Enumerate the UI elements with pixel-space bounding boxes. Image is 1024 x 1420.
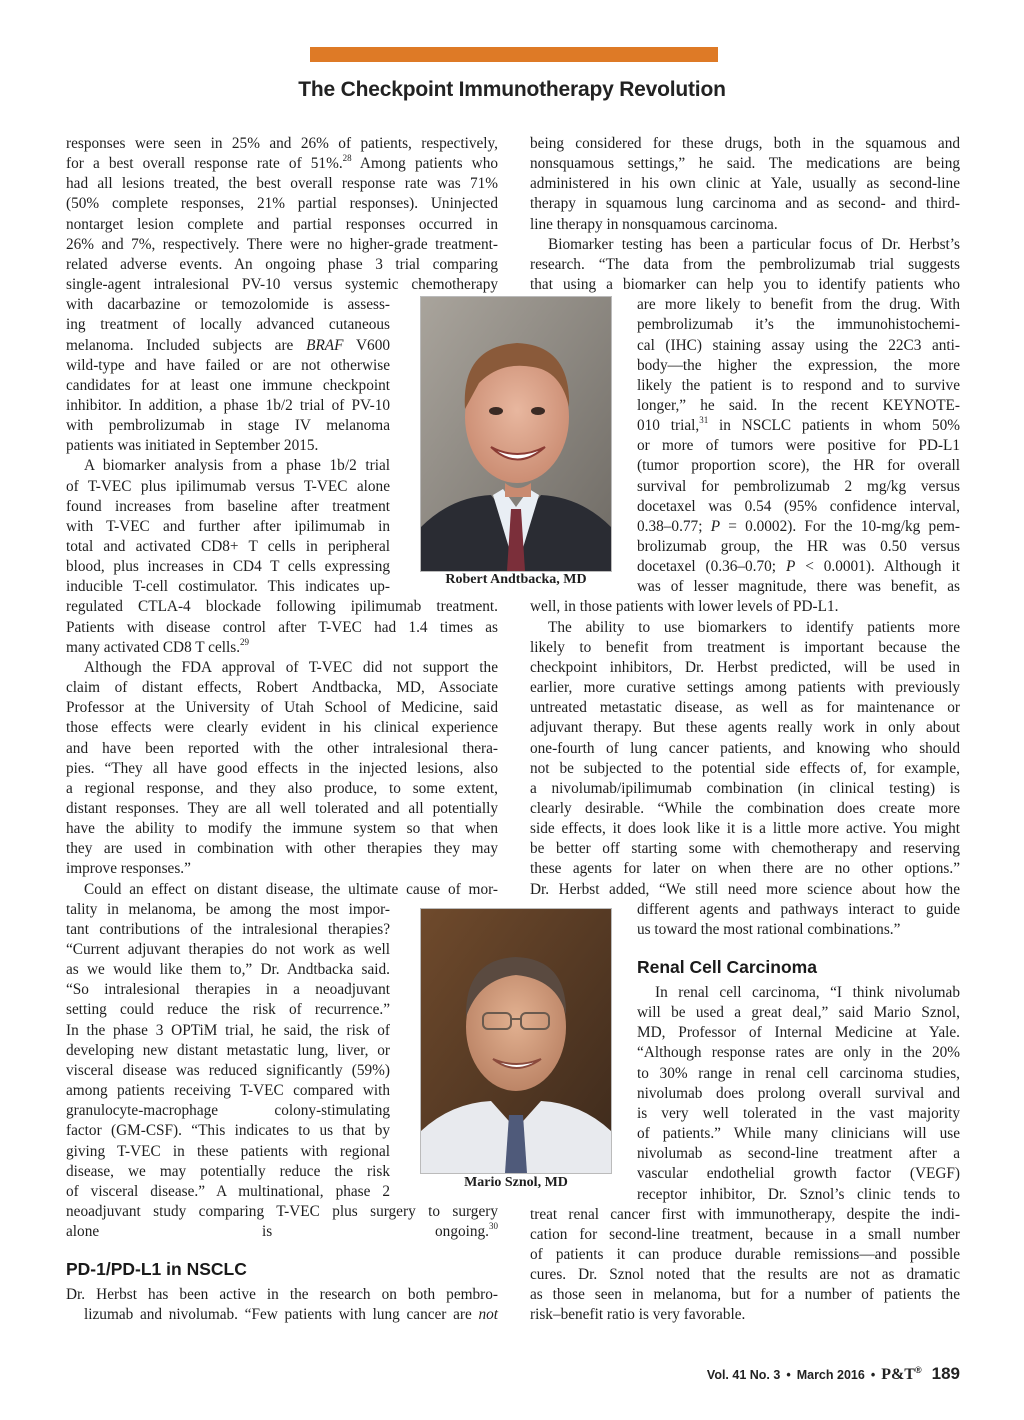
body-text-line: distant responses. They are all well tolerated and all potentially <box>66 799 498 817</box>
body-text-line: different agents and pathways interact to guide <box>637 900 960 918</box>
body-text-line: of patients.” While many clinicians will use <box>637 1125 960 1143</box>
photo-caption: Robert Andtbacka, MD <box>445 572 587 587</box>
body-text-line: have the ability to modify the immune system so that when <box>66 820 498 838</box>
body-text-line: Patients with disease control after T-VEC had 1.4 times as <box>66 618 498 636</box>
body-text-line: developing new distant metastatic lung, liver, or <box>66 1041 390 1059</box>
body-text-line: 26% and 7%, respectively. There were no higher-grade treatment- <box>66 235 498 253</box>
body-text-line: setting could reduce the risk of recurrence.” <box>66 1001 390 1019</box>
body-text-line: alone is ongoing.$^{30}$ <box>66 1221 498 1241</box>
body-text-line: claim of distant effects, Robert Andtbacka, MD, Associate <box>66 679 498 697</box>
body-text-line: “Although response rates are only in the 20% <box>637 1044 960 1062</box>
body-text-line: not be subjected to the potential side effects of, for example, <box>530 759 960 777</box>
body-text-line: single-agent intralesional PV-10 versus systemic chemotherapy <box>66 276 498 294</box>
body-text-line: improve responses.” <box>66 860 191 878</box>
body-text-line: giving T-VEC in these patients with regional <box>66 1142 390 1160</box>
body-text-line: that using a biomarker can help you to identify patients who <box>530 276 960 294</box>
body-text-line: of T-VEC plus ipilimumab versus T-VEC alone <box>66 477 390 495</box>
body-text-line: blood, plus increases in CD4 T cells expressing <box>66 558 390 576</box>
body-text-line: be better off starting some with chemotherapy and reserving <box>530 840 960 858</box>
body-text-line: being considered for these drugs, both in the squamous and <box>530 135 960 152</box>
body-text-line: for a best overall response rate of 51%.$^{28}$ Among patients who <box>66 153 498 173</box>
body-text-line: those effects were clearly evident in his clinical experience <box>66 719 498 737</box>
body-text-line: brolizumab group, the HR was 0.50 versus <box>637 538 960 555</box>
body-text-line: of visceral disease.” A multinational, phase 2 <box>66 1182 390 1200</box>
body-text-line: cation for second-line treatment, because in a small number <box>530 1225 960 1243</box>
body-text-line: nonsquamous settings,” he said. The medications are being <box>530 155 960 173</box>
body-text-line: “So intralesional therapies in a neoadjuvant <box>66 981 390 999</box>
body-text-line: pies. “They all have good effects in the injected lesions, also <box>66 759 498 777</box>
body-text-line: side effects, it does look like it is a little more active. You might <box>530 820 960 838</box>
body-text-line: with T-VEC and further after ipilimumab in <box>66 517 390 535</box>
section-heading-pd1-nsclc: PD-1/PD-L1 in NSCLC <box>66 1259 247 1279</box>
body-text-line: patients was initiated in September 2015. <box>66 437 319 455</box>
body-text-line: they are used in combination with other therapies they may <box>66 840 498 858</box>
body-text-line: ing treatment of locally advanced cutaneous <box>66 316 390 334</box>
running-head-title: The Checkpoint Immunotherapy Revolution <box>298 78 726 101</box>
body-text-line: longer,” he said. In the recent KEYNOTE- <box>637 396 960 414</box>
body-text-line: a nivolumab/ipilimumab combination (in clinical testing) is <box>530 779 960 797</box>
body-text-line: cal (IHC) staining assay using the 22C3 anti- <box>637 336 960 354</box>
body-text-line: lizumab and nivolumab. “Few patients with lung cancer are not <box>84 1306 498 1324</box>
body-text-line: In renal cell carcinoma, “I think nivolumab <box>655 984 960 1001</box>
body-text-line: found increases from baseline after treatment <box>66 497 390 515</box>
body-text-line: (tumor proportion score), the HR for overall <box>637 457 960 475</box>
body-text-line: pembrolizumab it’s the immunohistochemi- <box>637 316 960 334</box>
body-text-line: docetaxel was 0.54 (95% confidence interval, <box>637 497 960 515</box>
body-text-line: factor (GM-CSF). “This indicates to us that by <box>66 1122 390 1140</box>
body-text-line: “Current adjuvant therapies do not work as well <box>66 941 390 958</box>
body-text-line: nontarget lesion complete and partial responses occurred in <box>66 215 498 233</box>
body-text-line: line therapy in nonsquamous carcinoma. <box>530 215 778 233</box>
body-text-line: cures. Dr. Sznol noted that the results are not as dramatic <box>530 1266 960 1284</box>
body-text-line: receptor inhibitor, Dr. Sznol’s clinic tends to <box>637 1185 960 1203</box>
body-text-line: melanoma. Included subjects are BRAF V600 <box>66 336 390 354</box>
body-text-line: vascular endothelial growth factor (VEGF) <box>637 1165 960 1183</box>
portrait-andtbacka-image <box>421 297 611 571</box>
body-text-line: and have been reported with the other intralesional thera- <box>66 739 498 757</box>
registered-mark: ® <box>914 1364 922 1375</box>
body-text-line: regulated CTLA-4 blockade following ipilimumab treatment. <box>66 598 498 616</box>
body-text-line: 0.38–0.77; P = 0.0002). For the 10-mg/kg pem- <box>637 517 960 535</box>
body-text-line: neoadjuvant study comparing T-VEC plus surgery to surgery <box>66 1202 498 1220</box>
footer-date: March 2016 <box>796 1368 865 1382</box>
body-text-line: untreated metastatic disease, as well as for maintenance or <box>530 699 960 717</box>
body-text-line: one-fourth of lung cancer patients, and knowing who should <box>530 739 960 757</box>
body-text-line: these agents for later on when there are no other options.” <box>530 860 960 878</box>
footer-journal: P&T <box>881 1366 915 1383</box>
body-text-line: are more likely to benefit from the drug. With <box>637 296 960 314</box>
page-number: 189 <box>931 1364 960 1383</box>
body-text-line: body—the higher the expression, the more <box>637 356 960 374</box>
body-text-line: candidates for at least one immune checkpoint <box>66 376 390 394</box>
body-text-line: a regional response, and they also produce, to some extent, <box>66 779 498 797</box>
body-text-line: related adverse events. An ongoing phase 3 trial comparing <box>66 255 498 273</box>
body-text-line: inducible T-cell costimulator. This indicates up- <box>66 578 390 596</box>
body-text-line: nivolumab does prolong overall survival and <box>637 1084 960 1102</box>
body-text-line: A biomarker analysis from a phase 1b/2 trial <box>84 457 390 475</box>
body-text-line: Professor at the University of Utah School of Medicine, said <box>66 699 498 717</box>
body-text-line: administered in his own clinic at Yale, usually as second-line <box>530 175 960 193</box>
body-text-line: survival for pembrolizumab 2 mg/kg versus <box>637 477 960 495</box>
body-text-line: with pembrolizumab in stage IV melanoma <box>66 417 390 435</box>
section-heading-renal-cell-carcinoma: Renal Cell Carcinoma <box>637 957 817 977</box>
body-text-line: Dr. Herbst added, “We still need more science about how the <box>530 880 960 898</box>
footer-separator: • <box>870 1368 876 1382</box>
body-text-line: total and activated CD8+ T cells in peripheral <box>66 538 390 555</box>
body-text-line: risk–benefit ratio is very favorable. <box>530 1306 746 1324</box>
body-text-line: with dacarbazine or temozolomide is assess- <box>66 296 390 314</box>
body-text-line: In the phase 3 OPTiM trial, he said, the risk of <box>66 1021 390 1039</box>
body-text-line: as those seen in melanoma, but for a number of patients the <box>530 1286 960 1304</box>
body-text-line: us toward the most rational combinations.” <box>637 920 901 938</box>
body-text-line: research. “The data from the pembrolizumab trial suggests <box>530 255 960 273</box>
body-text-line: to 30% range in renal cell carcinoma studies, <box>637 1064 960 1082</box>
body-text-line: visceral disease was reduced significantly (59%) <box>66 1061 390 1079</box>
body-text-line: likely to benefit from treatment is important because the <box>530 638 960 656</box>
body-text-line: likely the patient is to respond and to survive <box>637 376 960 394</box>
body-text-line: Could an effect on distant disease, the ultimate cause of mor- <box>84 880 498 898</box>
page-footer <box>707 1362 960 1386</box>
body-text-line: Dr. Herbst has been active in the research on both pembro- <box>66 1286 498 1303</box>
body-text-line: earlier, more curative settings among patients with previously <box>530 679 960 697</box>
body-text-line: was of lesser magnitude, there was benefit, as <box>637 578 960 596</box>
body-text-line: treat renal cancer first with immunotherapy, despite the indi- <box>530 1205 960 1223</box>
body-text-line: disease, we may potentially reduce the risk <box>66 1162 390 1180</box>
body-text-line: is very well tolerated in the vast majority <box>637 1104 960 1122</box>
body-text-line: tality in melanoma, be among the most impor- <box>66 900 390 918</box>
body-text-line: Although the FDA approval of T-VEC did not support the <box>84 658 498 676</box>
body-text-line: among patients receiving T-VEC compared with <box>66 1082 390 1100</box>
body-text-line: adjuvant therapy. But these agents really work in only about <box>530 719 960 737</box>
body-text-line: (50% complete responses, 21% partial responses). Uninjected <box>66 195 498 213</box>
body-text-line: 010 trial,$^{31}$ in NSCLC patients in whom 50% <box>637 415 960 435</box>
photo-robert-andtbacka <box>420 296 612 572</box>
body-text-line: granulocyte-macrophage colony-stimulating <box>66 1102 390 1120</box>
body-text-line: The ability to use biomarkers to identify patients more <box>548 618 960 636</box>
footer-separator: • <box>786 1368 791 1382</box>
body-text-line: docetaxel (0.36–0.70; P < 0.0001). Although it <box>637 558 960 576</box>
body-text-line: will be used a great deal,” said Mario Sznol, <box>637 1004 960 1022</box>
body-text-line: clearly desirable. “While the combination does create more <box>530 799 960 817</box>
body-text-line: MD, Professor of Internal Medicine at Yale. <box>637 1024 960 1042</box>
body-text-line: Biomarker testing has been a particular focus of Dr. Herbst’s <box>548 235 960 253</box>
body-text-line: many activated CD8 T cells.$^{29}$ <box>66 636 250 656</box>
body-text-line: had all lesions treated, the best overall response rate was 71% <box>66 175 498 193</box>
body-text-line: well, in those patients with lower levels of PD-L1. <box>530 598 839 616</box>
body-text-line: nivolumab as second-line treatment after a <box>637 1145 960 1163</box>
footer-issue: Vol. 41 No. 3 <box>706 1368 781 1382</box>
body-text-line: as we would like them to,” Dr. Andtbacka said. <box>66 961 390 979</box>
body-text-line: responses were seen in 25% and 26% of patients, respectively, <box>66 135 498 152</box>
photo-mario-sznol <box>420 908 612 1174</box>
body-text-line: wild-type and have failed or are not otherwise <box>66 356 390 374</box>
photo-caption: Mario Sznol, MD <box>464 1175 568 1190</box>
accent-bar <box>310 47 718 62</box>
body-text-line: tant contributions of the intralesional therapies? <box>66 920 390 938</box>
body-text-line: of patients it can produce durable remissions—and possible <box>530 1245 960 1263</box>
body-text-line: or more of tumors were positive for PD-L1 <box>637 437 960 455</box>
body-text-line: checkpoint inhibitors, Dr. Herbst predicted, will be used in <box>530 658 960 676</box>
body-text-line: inhibitor. In addition, a phase 1b/2 trial of PV-10 <box>66 396 390 414</box>
portrait-sznol-image <box>421 909 611 1173</box>
body-text-line: therapy in squamous lung carcinoma and as second- and third- <box>530 195 960 213</box>
